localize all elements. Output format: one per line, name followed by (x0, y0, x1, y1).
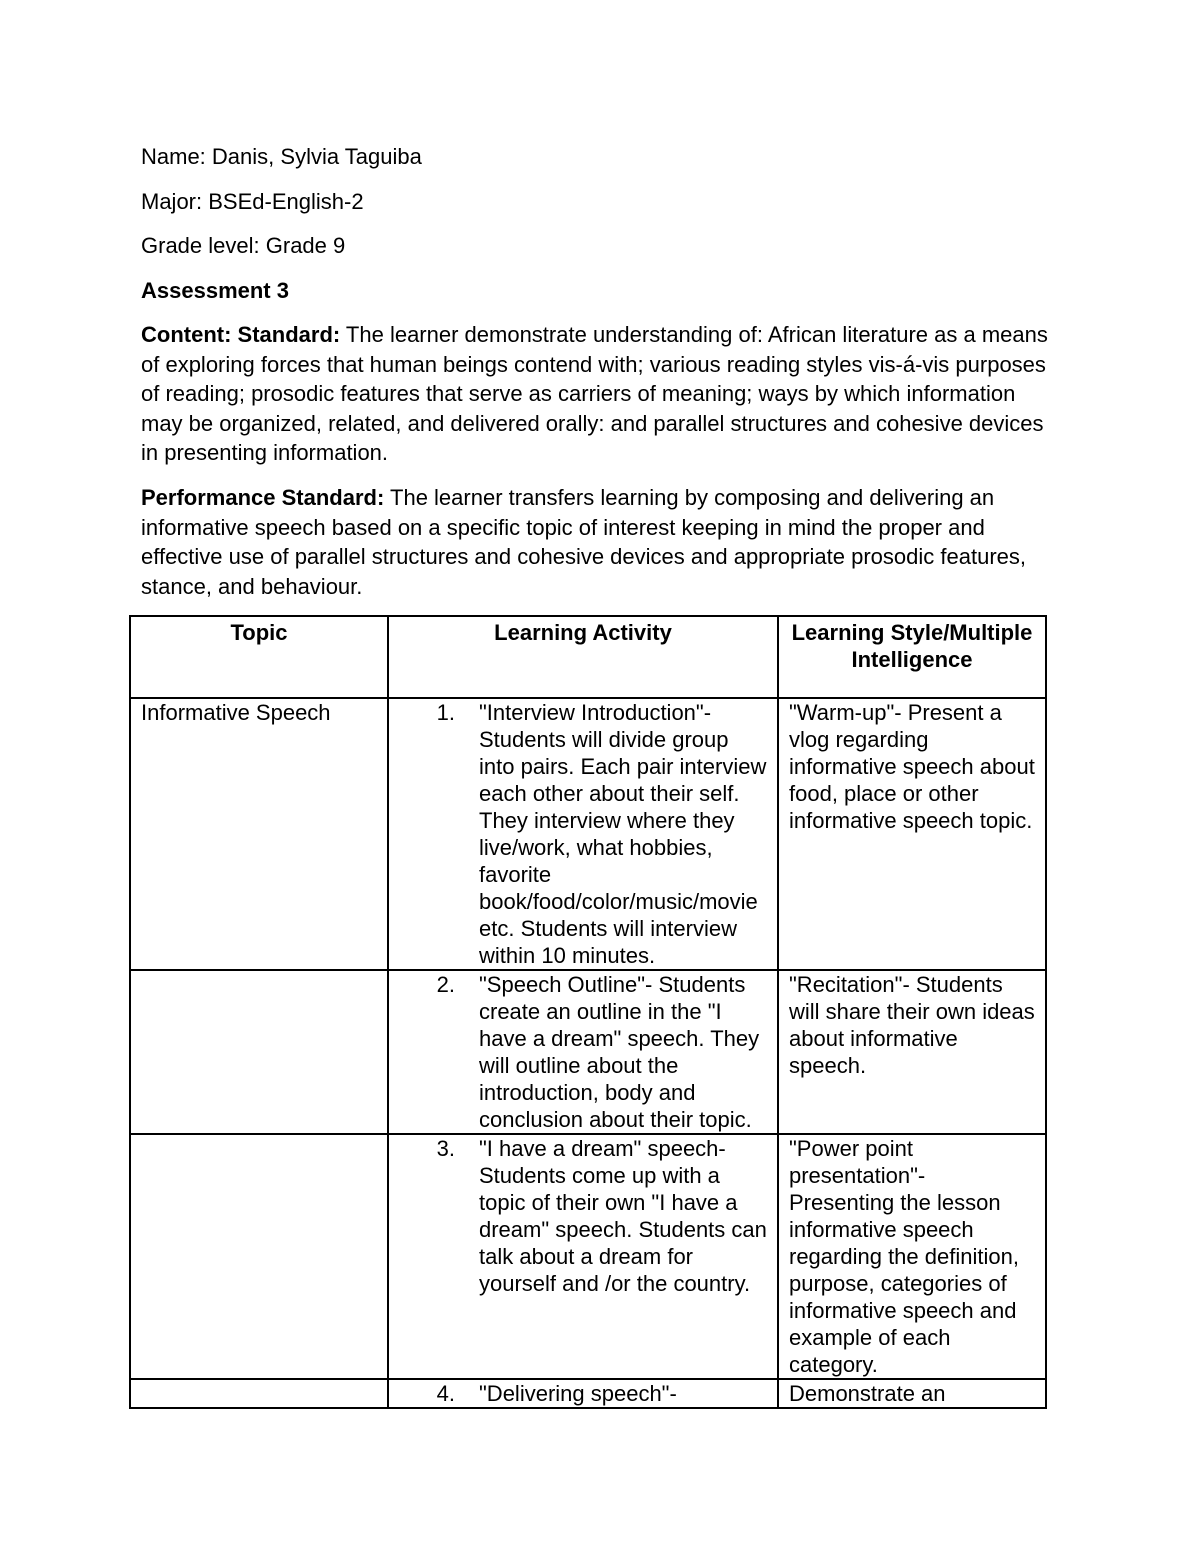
activity-cell (388, 1134, 778, 1379)
name-line (141, 144, 422, 170)
grade-value: Grade 9 (265, 233, 346, 258)
grade-line (141, 233, 345, 259)
name-value: Danis, Sylvia Taguiba (211, 144, 422, 169)
header-topic: Topic (130, 616, 388, 698)
topic-cell (130, 1379, 388, 1408)
performance-standard-text: The learner transfers learning by composing and delivering an informative speech based on a specific topic of interest keeping in mind the proper and effective use of parallel structures and cohesive devices and appropriate prosodic features, stance, and behaviour. (141, 485, 1026, 599)
activity-number: 3. (436, 1136, 455, 1161)
header-learning-activity: Learning Activity (388, 616, 778, 698)
grade-label: Grade level: (141, 233, 260, 258)
activity-number: 1. (436, 700, 455, 725)
topic-cell (130, 970, 388, 1134)
style-cell: Demonstrate an (778, 1379, 1046, 1408)
major-line (141, 189, 364, 215)
lesson-table (129, 615, 1047, 1409)
activity-cell (388, 1379, 778, 1408)
table-row (130, 698, 1046, 970)
name-label: Name: (141, 144, 206, 169)
table-row (130, 1134, 1046, 1379)
activity-cell (388, 698, 778, 970)
content-standard-label: Content: Standard: (141, 322, 341, 347)
assessment-title: Assessment 3 (141, 278, 289, 303)
content-standard-text: The learner demonstrate understanding of: African literature as a means of exploring forces that human beings contend with; various reading styles vis-á-vis purposes of reading; prosodic features that serve as carriers of meaning; ways by which information may be organized, related, and delivered orally: and parallel structures and cohesive devices in presenting information. (141, 322, 1048, 465)
topic-cell (130, 1134, 388, 1379)
performance-standard-label: Performance Standard: (141, 485, 385, 510)
activity-number: 2. (436, 972, 455, 997)
topic-cell: Informative Speech (130, 698, 388, 970)
activity-cell (388, 970, 778, 1134)
style-cell: "Power point presentation"- Presenting the lesson informative speech regarding the definition, purpose, categories of informative speech and example of each category. (778, 1134, 1046, 1379)
performance-standard (141, 483, 1061, 601)
activity-text: "I have a dream" speech- Students come up with a topic of their own "I have a dream" speech. Students can talk about a dream for yourself and /or the country. (479, 1136, 767, 1296)
major-label: Major: (141, 189, 203, 214)
activity-text: "Delivering speech"- (479, 1381, 677, 1406)
table-row (130, 1379, 1046, 1408)
activity-text: "Interview Introduction"- Students will divide group into pairs. Each pair interview each other about their self. They interview where they live/work, what hobbies, favorite book/food/color/music/movie etc. Students will interview within 10 minutes. (479, 700, 767, 968)
header-learning-style: Learning Style/Multiple Intelligence (778, 616, 1046, 698)
table-row (130, 970, 1046, 1134)
table-header-row (130, 616, 1046, 698)
style-cell: "Warm-up"- Present a vlog regarding informative speech about food, place or other informative speech topic. (778, 698, 1046, 970)
style-cell: "Recitation"- Students will share their own ideas about informative speech. (778, 970, 1046, 1134)
activity-text: "Speech Outline"- Students create an outline in the "I have a dream" speech. They will outline about the introduction, body and conclusion about their topic. (479, 972, 760, 1132)
major-value: BSEd-English-2 (208, 189, 364, 214)
activity-number: 4. (436, 1381, 455, 1406)
content-standard (141, 320, 1061, 468)
